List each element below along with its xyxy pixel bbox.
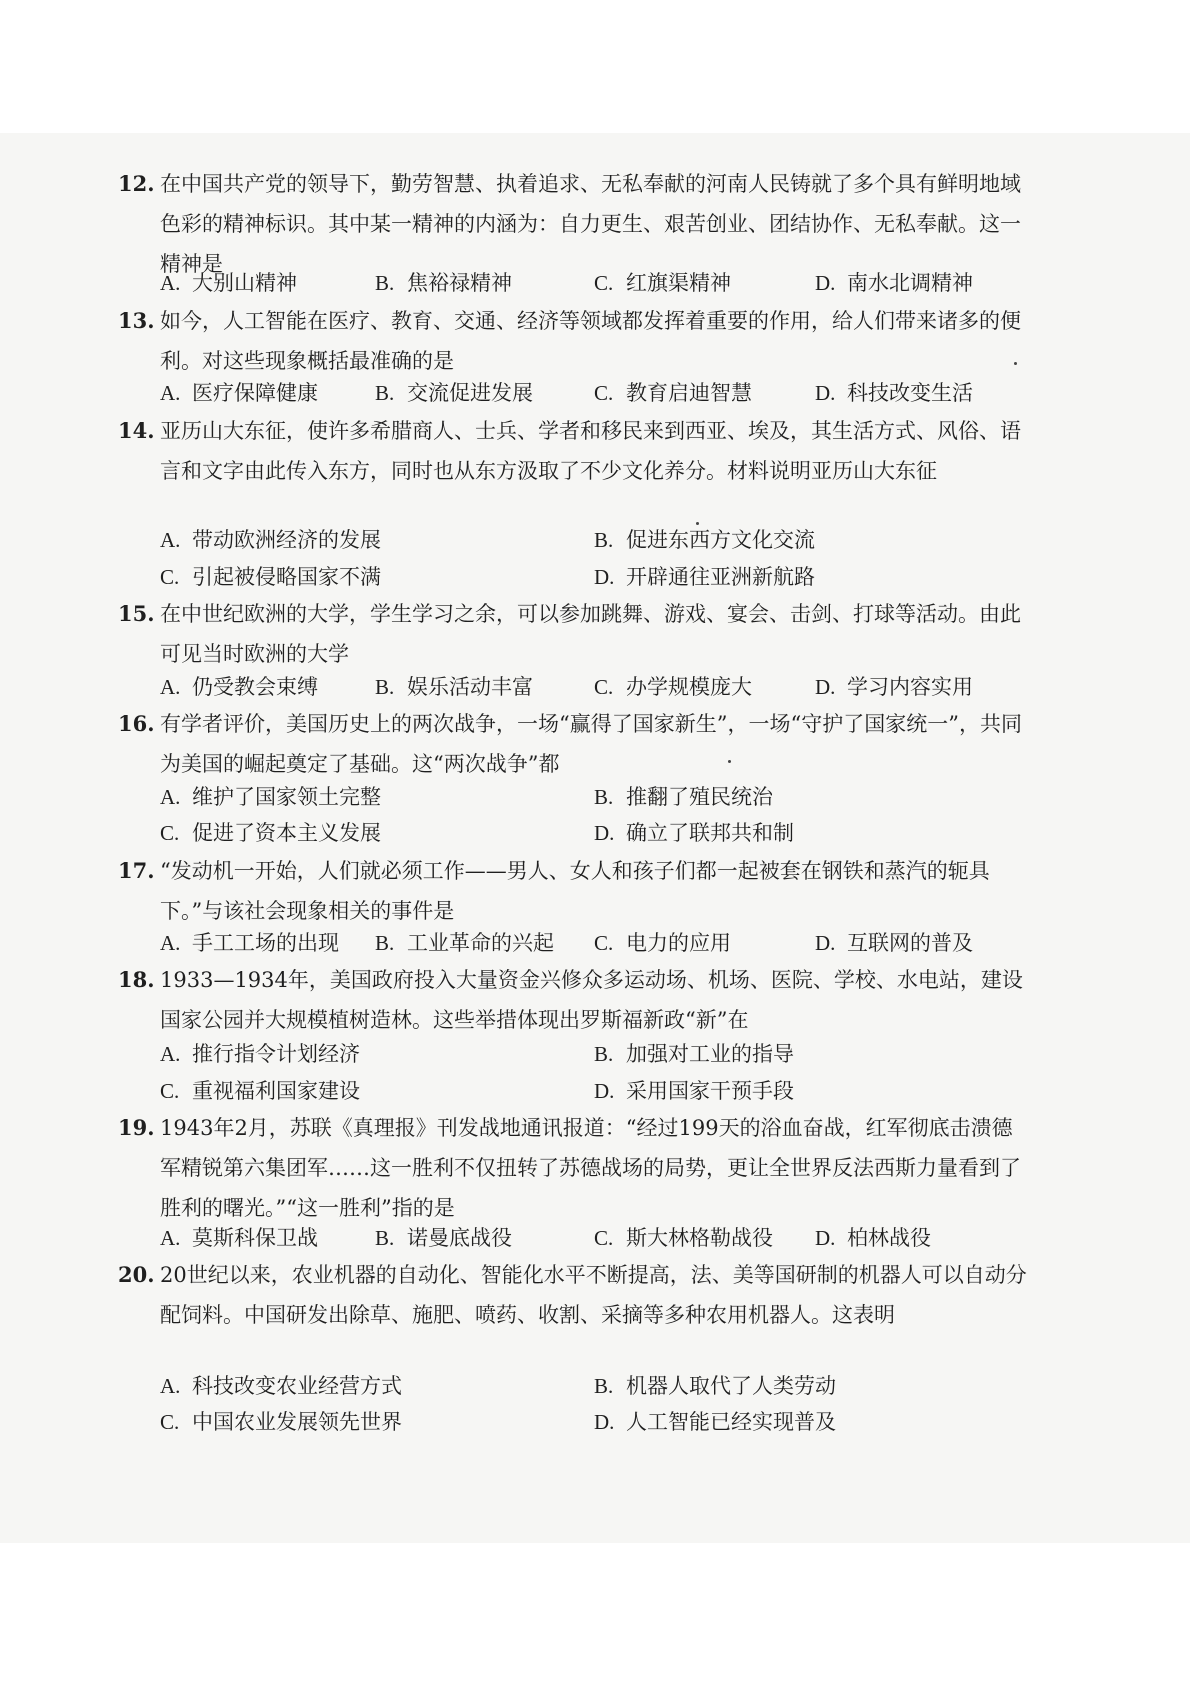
question-stem: 如今，人工智能在医疗、教育、交通、经济等领域都发挥着重要的作用，给人们带来诸多的便利。对这些现象概括最准确的是 — [160, 309, 1021, 373]
question-stem: “发动机一开始，人们就必须工作——男人、女人和孩子们都一起被套在钢铁和蒸汽的轭具下。”与该社会现象相关的事件是 — [160, 859, 990, 923]
options-19 — [0, 1226, 1190, 1250]
question-number: 14. — [118, 418, 155, 443]
option-d: D. 开辟通往亚洲新航路 — [594, 565, 815, 589]
option-c: C. 中国农业发展领先世界 — [160, 1410, 402, 1434]
options-16-row1 — [0, 785, 1190, 809]
question-number: 15. — [118, 601, 155, 626]
option-b: B. 推翻了殖民统治 — [594, 785, 773, 809]
option-b: B. 娱乐活动丰富 — [375, 675, 533, 699]
question-stem: 在中世纪欧洲的大学，学生学习之余，可以参加跳舞、游戏、宴会、击剑、打球等活动。由此可见当时欧洲的大学 — [160, 602, 1021, 666]
question-number: 18. — [118, 967, 155, 992]
options-12 — [0, 271, 1190, 295]
option-b: B. 工业革命的兴起 — [375, 931, 554, 955]
question-stem: 在中国共产党的领导下，勤劳智慧、执着追求、无私奉献的河南人民铸就了多个具有鲜明地域色彩的精神标识。其中某一精神的内涵为：自力更生、艰苦创业、团结协作、无私奉献。这一精神是 — [160, 172, 1021, 276]
options-18-row1 — [0, 1042, 1190, 1066]
option-b: B. 加强对工业的指导 — [594, 1042, 794, 1066]
scan-speck — [696, 522, 699, 525]
question-number: 13. — [118, 308, 155, 333]
option-a: A. 手工工场的出现 — [160, 931, 339, 955]
option-d: D. 互联网的普及 — [815, 931, 973, 955]
options-15 — [0, 675, 1190, 699]
option-a: A. 仍受教会束缚 — [160, 675, 318, 699]
option-b: B. 促进东西方文化交流 — [594, 528, 815, 552]
option-d: D. 南水北调精神 — [815, 271, 973, 295]
option-a: A. 带动欧洲经济的发展 — [160, 528, 381, 552]
question-stem: 1943年2月，苏联《真理报》刊发战地通讯报道：“经过199天的浴血奋战，红军彻底击溃德军精锐第六集团军……这一胜利不仅扭转了苏德战场的局势，更让全世界反法西斯力量看到了胜利的曙光。”“这一胜利”指的是 — [160, 1116, 1021, 1220]
option-d: D. 柏林战役 — [815, 1226, 931, 1250]
question-stem: 1933—1934年，美国政府投入大量资金兴修众多运动场、机场、医院、学校、水电站，建设国家公园并大规模植树造林。这些举措体现出罗斯福新政“新”在 — [160, 968, 1023, 1032]
question-number: 16. — [118, 711, 155, 736]
option-d: D. 人工智能已经实现普及 — [594, 1410, 836, 1434]
option-d: D. 确立了联邦共和制 — [594, 821, 794, 845]
question-number: 20. — [118, 1262, 155, 1287]
question-number: 19. — [118, 1115, 155, 1140]
option-d: D. 科技改变生活 — [815, 381, 973, 405]
question-stem: 有学者评价，美国历史上的两次战争，一场“赢得了国家新生”，一场“守护了国家统一”，共同为美国的崛起奠定了基础。这“两次战争”都 — [160, 712, 1022, 776]
option-d: D. 采用国家干预手段 — [594, 1079, 794, 1103]
options-14-row1 — [0, 528, 1190, 552]
option-a: A. 维护了国家领土完整 — [160, 785, 381, 809]
scan-speck — [1014, 362, 1017, 365]
option-b: B. 交流促进发展 — [375, 381, 533, 405]
scan-speck — [728, 760, 731, 763]
option-c: C. 红旗渠精神 — [594, 271, 731, 295]
option-a: A. 莫斯科保卫战 — [160, 1226, 318, 1250]
options-20-row2 — [0, 1410, 1190, 1434]
question-number: 12. — [118, 171, 155, 196]
option-c: C. 促进了资本主义发展 — [160, 821, 381, 845]
option-c: C. 引起被侵略国家不满 — [160, 565, 381, 589]
option-a: A. 推行指令计划经济 — [160, 1042, 360, 1066]
options-14-row2 — [0, 565, 1190, 589]
options-20-row1 — [0, 1374, 1190, 1398]
option-a: A. 科技改变农业经营方式 — [160, 1374, 402, 1398]
options-16-row2 — [0, 821, 1190, 845]
option-c: C. 教育启迪智慧 — [594, 381, 752, 405]
question-stem: 亚历山大东征，使许多希腊商人、士兵、学者和移民来到西亚、埃及，其生活方式、风俗、语言和文字由此传入东方，同时也从东方汲取了不少文化养分。材料说明亚历山大东征 — [160, 419, 1021, 483]
option-d: D. 学习内容实用 — [815, 675, 973, 699]
question-stem: 20世纪以来，农业机器的自动化、智能化水平不断提高，法、美等国研制的机器人可以自动分配饲料。中国研发出除草、施肥、喷药、收割、采摘等多种农用机器人。这表明 — [160, 1263, 1027, 1327]
option-a: A. 医疗保障健康 — [160, 381, 318, 405]
option-c: C. 电力的应用 — [594, 931, 731, 955]
option-c: C. 重视福利国家建设 — [160, 1079, 360, 1103]
options-18-row2 — [0, 1079, 1190, 1103]
options-13 — [0, 381, 1190, 405]
option-c: C. 斯大林格勒战役 — [594, 1226, 773, 1250]
option-c: C. 办学规模庞大 — [594, 675, 752, 699]
option-b: B. 机器人取代了人类劳动 — [594, 1374, 836, 1398]
option-b: B. 诺曼底战役 — [375, 1226, 512, 1250]
option-a: A. 大别山精神 — [160, 271, 297, 295]
options-17 — [0, 931, 1190, 955]
question-number: 17. — [118, 858, 155, 883]
option-b: B. 焦裕禄精神 — [375, 271, 512, 295]
